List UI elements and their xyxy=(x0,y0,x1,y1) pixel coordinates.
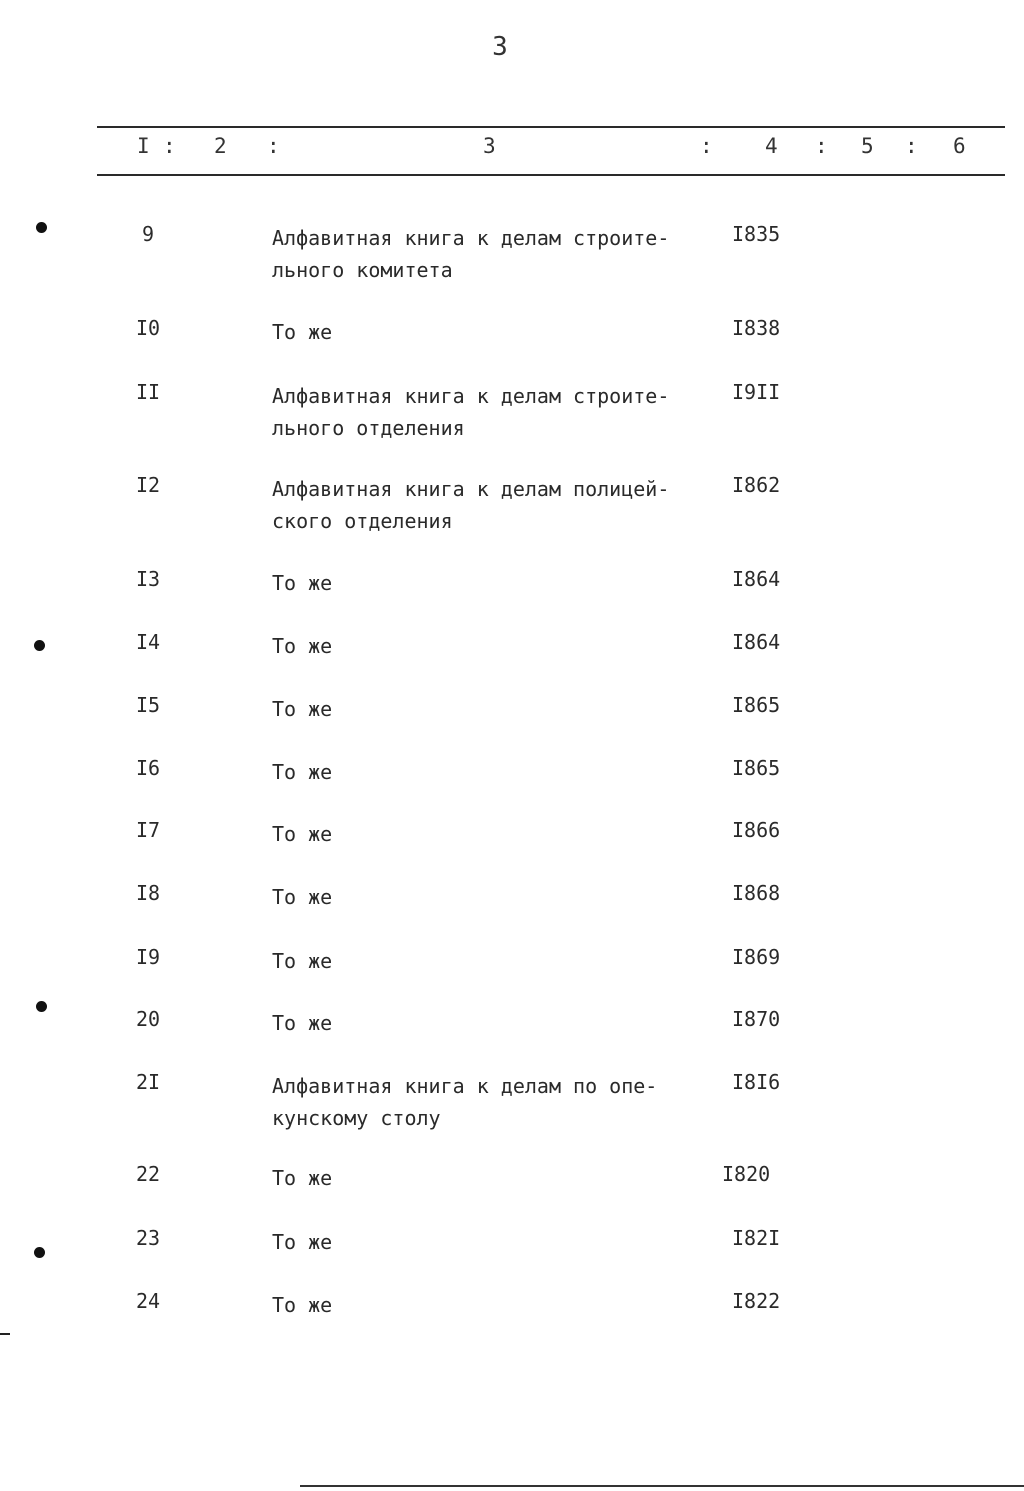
row-year: I865 xyxy=(732,693,781,717)
row-number: 22 xyxy=(135,1162,161,1186)
row-year: I864 xyxy=(732,630,781,654)
row-year: I866 xyxy=(732,818,781,842)
row-year: I864 xyxy=(732,567,781,591)
table-header-rule xyxy=(97,174,1005,176)
row-title: То же xyxy=(272,760,333,784)
punch-hole-mark xyxy=(36,1001,47,1012)
row-title: Алфавитная книга к делам строите- льного отделения xyxy=(272,384,670,440)
row-title: То же xyxy=(272,634,333,658)
row-number: I0 xyxy=(135,316,161,340)
row-number: I3 xyxy=(135,567,161,591)
row-number: I8 xyxy=(135,881,161,905)
row-number: I2 xyxy=(135,473,161,497)
row-year: I862 xyxy=(732,473,781,497)
scan-edge-mark xyxy=(0,1333,10,1335)
row-title: Алфавитная книга к делам строите- льного комитета xyxy=(272,226,670,282)
header-col-5: 5 xyxy=(861,134,874,158)
header-col-3: 3 xyxy=(483,134,496,158)
row-number: I6 xyxy=(135,756,161,780)
row-title: Алфавитная книга к делам полицей- ского отделения xyxy=(272,477,670,533)
row-year: I8I6 xyxy=(732,1070,781,1094)
header-col-6: 6 xyxy=(953,134,966,158)
row-year: I868 xyxy=(732,881,781,905)
row-number: 2I xyxy=(135,1070,161,1094)
row-year: I820 xyxy=(722,1162,771,1186)
row-title: То же xyxy=(272,697,333,721)
row-year: I865 xyxy=(732,756,781,780)
scan-bottom-edge xyxy=(300,1485,1024,1487)
row-number: I9 xyxy=(135,945,161,969)
row-title: То же xyxy=(272,320,333,344)
row-title: То же xyxy=(272,1166,333,1190)
row-title: То же xyxy=(272,885,333,909)
page-number: 3 xyxy=(492,32,508,62)
header-separator: : xyxy=(267,134,280,158)
row-title: То же xyxy=(272,1011,333,1035)
row-year: I82I xyxy=(732,1226,781,1250)
row-number: 24 xyxy=(135,1289,161,1313)
header-col-4: 4 xyxy=(765,134,778,158)
header-separator: : xyxy=(815,134,828,158)
header-separator: : xyxy=(163,134,176,158)
row-title: То же xyxy=(272,949,333,973)
punch-hole-mark xyxy=(34,640,45,651)
row-year: I870 xyxy=(732,1007,781,1031)
table-header xyxy=(97,134,1005,166)
row-year: I835 xyxy=(732,222,781,246)
row-title: То же xyxy=(272,571,333,595)
punch-hole-mark xyxy=(34,1247,45,1258)
header-separator: : xyxy=(905,134,918,158)
row-title: То же xyxy=(272,1230,333,1254)
row-number: I4 xyxy=(135,630,161,654)
row-title: То же xyxy=(272,822,333,846)
header-col-1: I xyxy=(137,134,150,158)
row-year: I838 xyxy=(732,316,781,340)
row-number: 9 xyxy=(141,222,155,246)
row-number: I7 xyxy=(135,818,161,842)
row-title: Алфавитная книга к делам по опе- кунскому столу xyxy=(272,1074,658,1130)
header-separator: : xyxy=(700,134,713,158)
row-number: 23 xyxy=(135,1226,161,1250)
row-year: I869 xyxy=(732,945,781,969)
row-number: 20 xyxy=(135,1007,161,1031)
header-col-2: 2 xyxy=(214,134,227,158)
table-top-rule xyxy=(97,126,1005,128)
row-year: I822 xyxy=(732,1289,781,1313)
row-year: I9II xyxy=(732,380,781,404)
punch-hole-mark xyxy=(36,222,47,233)
row-number: I5 xyxy=(135,693,161,717)
row-title: То же xyxy=(272,1293,333,1317)
row-number: II xyxy=(135,380,161,404)
